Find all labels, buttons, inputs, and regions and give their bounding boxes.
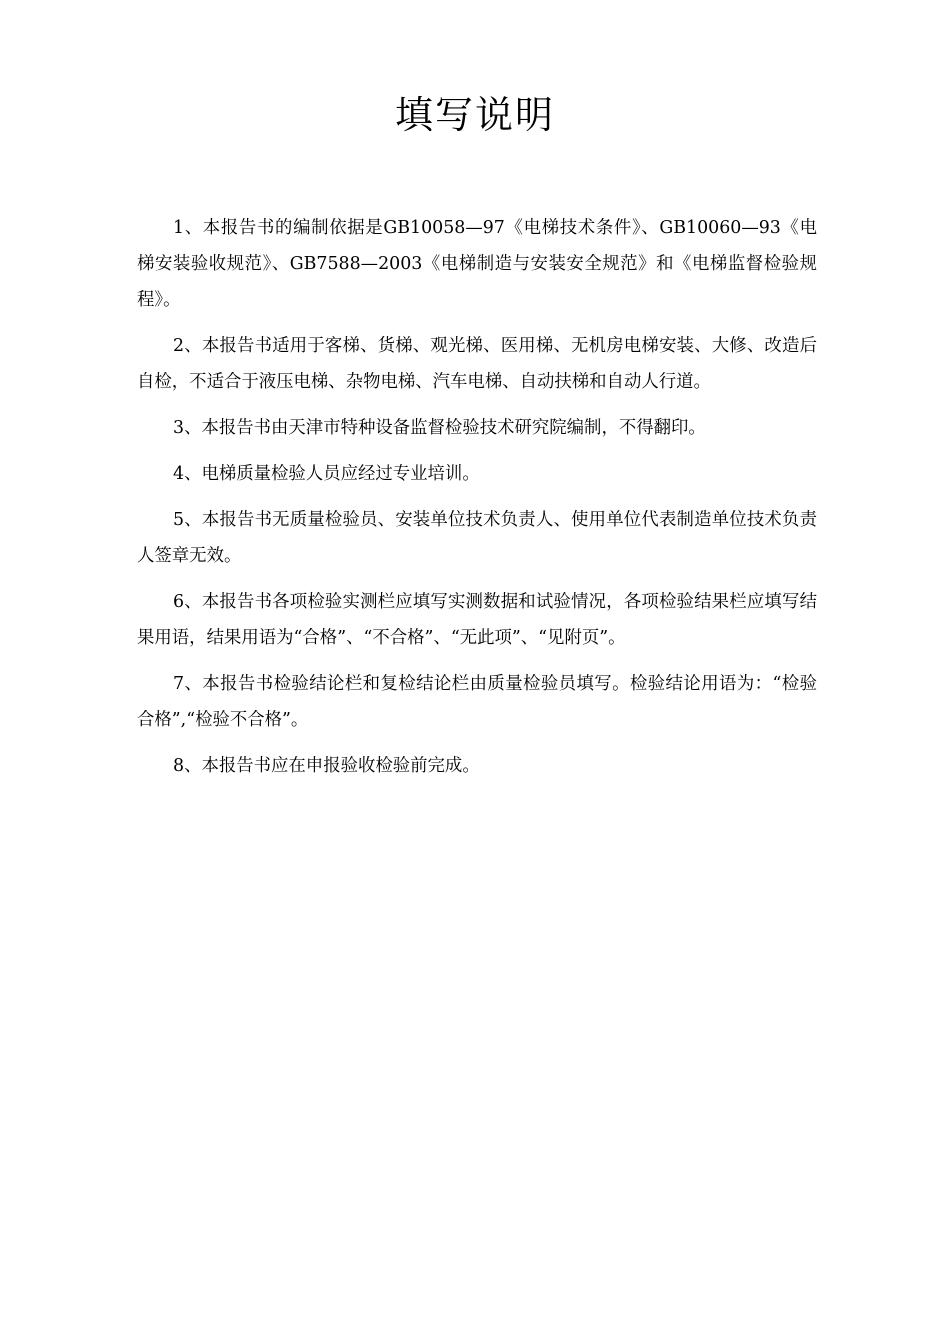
instruction-item-5: 5、本报告书无质量检验员、安装单位技术负责人、使用单位代表制造单位技术负责人签章无效。 (137, 510, 817, 566)
instruction-item-4: 4、电梯质量检验人员应经过专业培训。 (173, 464, 480, 484)
instruction-item-1: 1、本报告书的编制依据是GB10058—97《电梯技术条件》、GB10060—93《电梯安装验收规范》、GB7588—2003《电梯制造与安装安全规范》和《电梯监督检验规程》。 (137, 218, 817, 310)
instruction-item-8: 8、本报告书应在申报验收检验前完成。 (173, 756, 480, 776)
page-title: 填写说明 (394, 93, 555, 137)
instruction-item-6: 6、本报告书各项检验实测栏应填写实测数据和试验情况，各项检验结果栏应填写结果用语，结果用语为“合格”、“不合格”、“无此项”、“见附页”。 (137, 592, 817, 648)
instruction-item-3: 3、本报告书由天津市特种设备监督检验技术研究院编制，不得翻印。 (173, 418, 706, 438)
instruction-item-7: 7、本报告书检验结论栏和复检结论栏由质量检验员填写。检验结论用语为：“检验合格”,“检验不合格”。 (137, 674, 817, 730)
instruction-item-2: 2、本报告书适用于客梯、货梯、观光梯、医用梯、无机房电梯安装、大修、改造后自检，不适合于液压电梯、杂物电梯、汽车电梯、自动扶梯和自动人行道。 (137, 336, 817, 392)
instruction-list (137, 210, 817, 794)
